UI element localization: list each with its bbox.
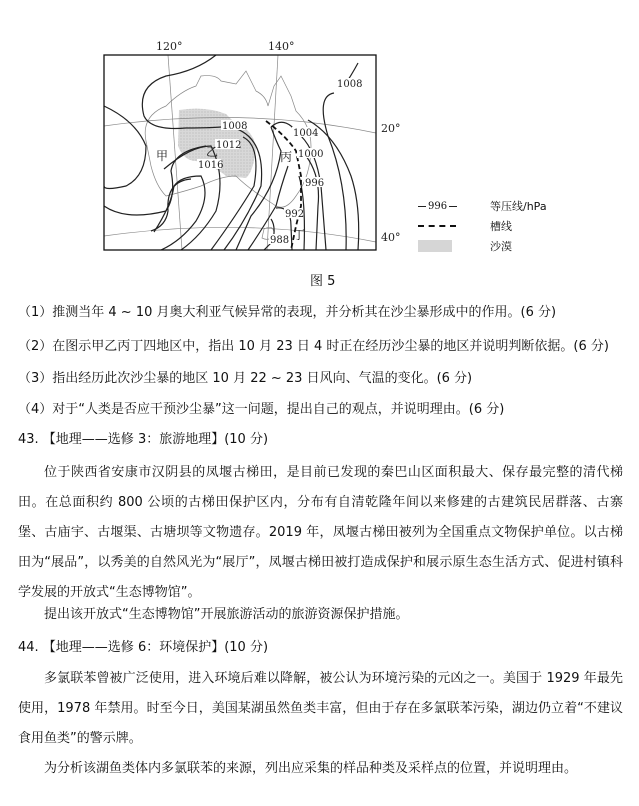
region-ding: 丁 [293, 228, 306, 242]
isobar-label: 1012 [216, 140, 242, 151]
question-4: （4）对于“人类是否应干预沙尘暴”这一问题，提出自己的观点，并说明理由。(6 分) [18, 402, 505, 417]
question-1: （1）推测当年 4 ~ 10 月奥大利亚气候异常的表现，并分析其在沙尘暴形成中的作用。(6 分) [18, 305, 557, 320]
isobar-label: 1016 [198, 160, 224, 171]
q44-question: 为分析该湖鱼类体内多氯联苯的来源，列出应采集的样品种类及采样点的位置，并说明理由。 [44, 761, 578, 776]
legend-isobar [418, 196, 547, 216]
isobar-label: 1004 [293, 128, 319, 139]
isobar-label: 988 [270, 235, 290, 246]
dashed-line-icon [418, 225, 478, 227]
isobar-label: 1000 [298, 149, 324, 160]
q43-question: 提出该开放式“生态博物馆”开展旅游活动的旅游资源保护措施。 [44, 607, 409, 622]
lon-label: 120° [156, 40, 183, 53]
isobar-map-figure [96, 36, 401, 261]
question-3: （3）指出经历此次沙尘暴的地区 10 月 22 ~ 23 日风向、气温的变化。(6 分) [18, 371, 473, 386]
legend-desert [418, 236, 547, 256]
region-bing: 丙 [280, 150, 293, 164]
q44-heading: 44. 【地理——选修 6：环境保护】(10 分) [18, 640, 269, 655]
question-2: （2）在图示甲乙丙丁四地区中，指出 10 月 23 日 4 时正在经历沙尘暴的地区并说明判断依据。(6 分) [18, 339, 609, 354]
isobar-label: 992 [285, 209, 305, 220]
legend-isobar-sample: 996 [428, 200, 448, 212]
lat-label: 20° [381, 122, 401, 135]
region-jia: 甲 [156, 149, 169, 163]
meridian-120 [168, 55, 182, 250]
region-yi: 乙 [206, 145, 219, 159]
legend-label: 槽线 [490, 220, 512, 233]
longitude-labels [156, 40, 295, 53]
lat-label: 40° [381, 231, 401, 244]
q44-paragraph: 多氯联苯曾被广泛使用，进入环境后难以降解，被公认为环境污染的元凶之一。美国于 1929 年最先使用，1978 年禁用。时至今日，美国某湖虽然鱼类丰富，但由于存在多氯联苯污染，湖边仍立着“不建议食用鱼类”的警示牌。 [18, 671, 623, 746]
q43-heading: 43. 【地理——选修 3：旅游地理】(10 分) [18, 432, 269, 447]
isobar-label: 1008 [222, 121, 248, 132]
map-legend [418, 196, 547, 256]
isobar-label: 1008 [337, 79, 363, 90]
q43-paragraph: 位于陕西省安康市汉阴县的凤堰古梯田，是目前已发现的秦巴山区面积最大、保存最完整的清代梯田。在总面积约 800 公顷的古梯田保护区内，分布有自清乾隆年间以来修建的古建筑民居群落、古寨堡、古庙宇、古堰渠、古塘坝等文物遗存。2019 年，凤堰古梯田被列为全国重点文物保护单位。以古梯田为“展品”，以秀美的自然风光为“展厅”，凤堰古梯田被打造成保护和展示原生态生活方式、促进村镇科学发展的开放式“生态博物馆”。 [18, 465, 623, 600]
legend-label: 沙漠 [490, 240, 512, 253]
figure-caption: 图 5 [310, 274, 336, 289]
hatch-swatch-icon [418, 240, 478, 252]
isobar-label: 996 [305, 178, 325, 189]
legend-label: 等压线/hPa [490, 200, 547, 213]
legend-trough [418, 216, 547, 236]
lon-label: 140° [268, 40, 295, 53]
